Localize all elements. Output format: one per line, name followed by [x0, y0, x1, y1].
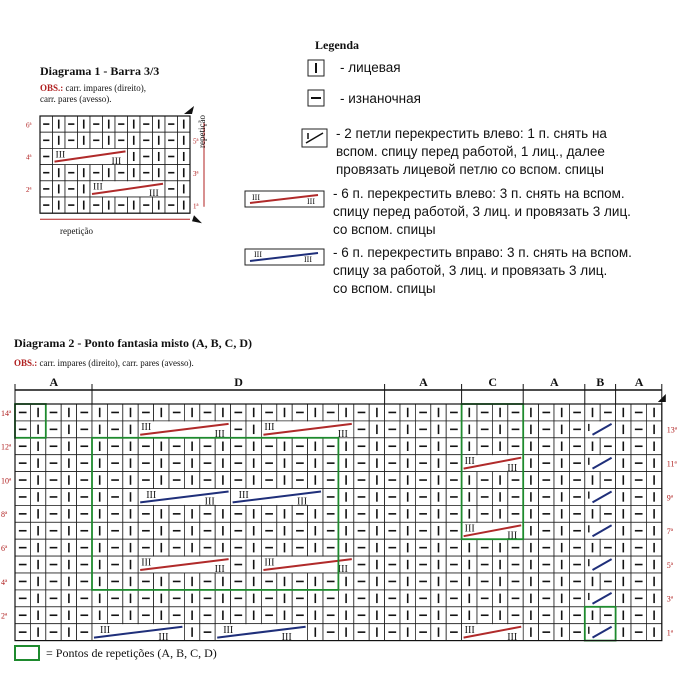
legend-item-cross2: [336, 125, 607, 179]
row-label-right: 3ª: [666, 594, 674, 604]
section-label-d: D: [234, 375, 243, 389]
section-label-a: A: [419, 375, 428, 389]
row-label-right: 7ª: [666, 527, 674, 537]
legend-cable6-right-line1: - 6 п. перекрестить вправо: 3 п. снять на вспом.: [333, 245, 632, 260]
diagram2-obs-text: carr. impares (direito), carr. pares (avesso).: [39, 358, 194, 368]
row-label-right: 1ª: [666, 628, 674, 638]
row-label-left: 2ª: [1, 611, 8, 621]
legend-cable6-left-line2: спицу перед работой, 3 лиц. и провязать 3 лиц.: [333, 204, 631, 219]
legend-cross2-line1: - 2 петли перекрестить влево: 1 п. снять на: [336, 126, 607, 141]
diagram1-chart: [20, 100, 220, 240]
cable-6-left-mark: III: [93, 181, 103, 193]
cable-6-left-mark: III: [337, 564, 348, 576]
diagram1-obs-label: OBS.:: [40, 83, 64, 93]
row-label-right: 1ª: [193, 202, 199, 211]
cable-6-right-mark: III: [297, 496, 308, 508]
row-label-left: 2ª: [26, 186, 32, 195]
cable-6-left-mark: III: [507, 462, 518, 474]
legend-cross2-line2: вспом. спицу перед работой, 1 лиц., далее: [336, 144, 605, 159]
row-label-right: 5ª: [666, 560, 674, 570]
diagram1-obs-line2: carr. pares (avesso).: [40, 94, 112, 104]
row-label-left: 14ª: [1, 408, 12, 418]
svg-text:III: III: [254, 250, 262, 259]
row-label-left: 12ª: [1, 442, 12, 452]
row-label-right: 9ª: [666, 493, 674, 503]
svg-text:III: III: [307, 197, 315, 206]
row-label-right: 13ª: [666, 425, 678, 435]
cable-6-right-mark: III: [204, 496, 215, 508]
legend-item-cable6-left: [333, 185, 631, 239]
legend-item-knit: - лицевая: [340, 60, 401, 75]
diagram1-title: Diagrama 1 - Barra 3/3: [40, 64, 160, 78]
cable-6-left-mark: III: [464, 523, 475, 535]
row-label-left: 4ª: [26, 153, 32, 162]
row-label-left: 8ª: [1, 510, 8, 520]
legend-cross2-line3: провязать лицевой петлю со вспом. спицы: [336, 162, 604, 177]
legend-cable6-left-line3: со вспом. спицы: [333, 222, 436, 237]
cable-6-left-mark: III: [214, 564, 225, 576]
cable-6-left-mark: III: [464, 624, 475, 636]
cable-6-left-mark: III: [507, 530, 518, 542]
cable-6-right-mark: III: [238, 489, 249, 501]
section-label-a: A: [634, 375, 644, 389]
cable6-right-icon: [244, 248, 326, 268]
cable-6-left-mark: III: [464, 455, 475, 467]
section-label-a: A: [49, 375, 59, 389]
cable-6-left-mark: III: [141, 557, 152, 569]
legend-cable6-left-line1: - 6 п. перекрестить влево: 3 п. снять на вспом.: [333, 186, 625, 201]
legend-cable6-right-line3: со вспом. спицы: [333, 281, 436, 296]
cross2-left-icon: [301, 128, 329, 150]
cable-6-right-mark: III: [146, 489, 157, 501]
section-label-a: A: [550, 375, 559, 389]
svg-text:III: III: [252, 193, 260, 202]
row-direction-arrow-bottom: [192, 215, 202, 223]
repeat-box-icon: [14, 645, 42, 663]
row-label-left: 4ª: [1, 577, 8, 587]
legend-cable6-right-line2: спицу за работой, 3 лиц. и провязать 3 лиц.: [333, 263, 608, 278]
diagram2-footnote: = Pontos de repetições (A, B, C, D): [46, 646, 217, 660]
row-label-right: 5ª: [193, 137, 199, 146]
section-label-b: B: [596, 375, 605, 389]
row-label-right: 3ª: [193, 169, 199, 178]
legend-item-cable6-right: [333, 244, 632, 298]
diagram2-chart: [0, 370, 690, 645]
row-direction-arrow-top: [184, 106, 194, 114]
diagram1-vertical-label: repetição: [197, 115, 207, 148]
cable-6-left-mark: III: [111, 155, 122, 167]
cable-6-left-mark: III: [507, 631, 518, 643]
cable-6-right-mark: III: [100, 624, 111, 636]
cable-6-right-mark: III: [223, 624, 234, 636]
svg-text:III: III: [304, 255, 312, 264]
diagram1-bottom-label: repetição: [60, 226, 93, 236]
cable6-left-icon: [244, 190, 326, 210]
cable-6-left-mark: III: [141, 422, 152, 434]
cable-6-left-mark: III: [149, 188, 159, 200]
diagram2-title: Diagrama 2 - Ponto fantasia misto (A, B, C, D): [14, 336, 252, 350]
row-label-left: 6ª: [1, 544, 8, 554]
row-label-left: 6ª: [26, 121, 32, 130]
diagram2-obs: [14, 358, 194, 369]
cable-6-right-mark: III: [158, 631, 169, 643]
diagram1-obs-line1: carr. impares (direito),: [65, 83, 146, 93]
cable-6-left-mark: III: [337, 428, 348, 440]
cable-6-left-mark: III: [55, 149, 66, 161]
legend-item-purl: - изнаночная: [340, 91, 421, 106]
legend-title: Legenda: [315, 38, 360, 52]
cable-6-left-mark: III: [264, 557, 275, 569]
cable-6-left-mark: III: [214, 428, 225, 440]
section-label-c: C: [488, 375, 498, 389]
knit-icon: [307, 59, 327, 79]
cable-6-right-mark: III: [281, 631, 292, 643]
purl-icon: [307, 89, 327, 109]
row-label-left: 10ª: [1, 476, 12, 486]
diagram2-obs-label: OBS.:: [14, 358, 38, 368]
cable-6-left-mark: III: [264, 422, 275, 434]
row-label-right: 11ª: [666, 459, 677, 469]
